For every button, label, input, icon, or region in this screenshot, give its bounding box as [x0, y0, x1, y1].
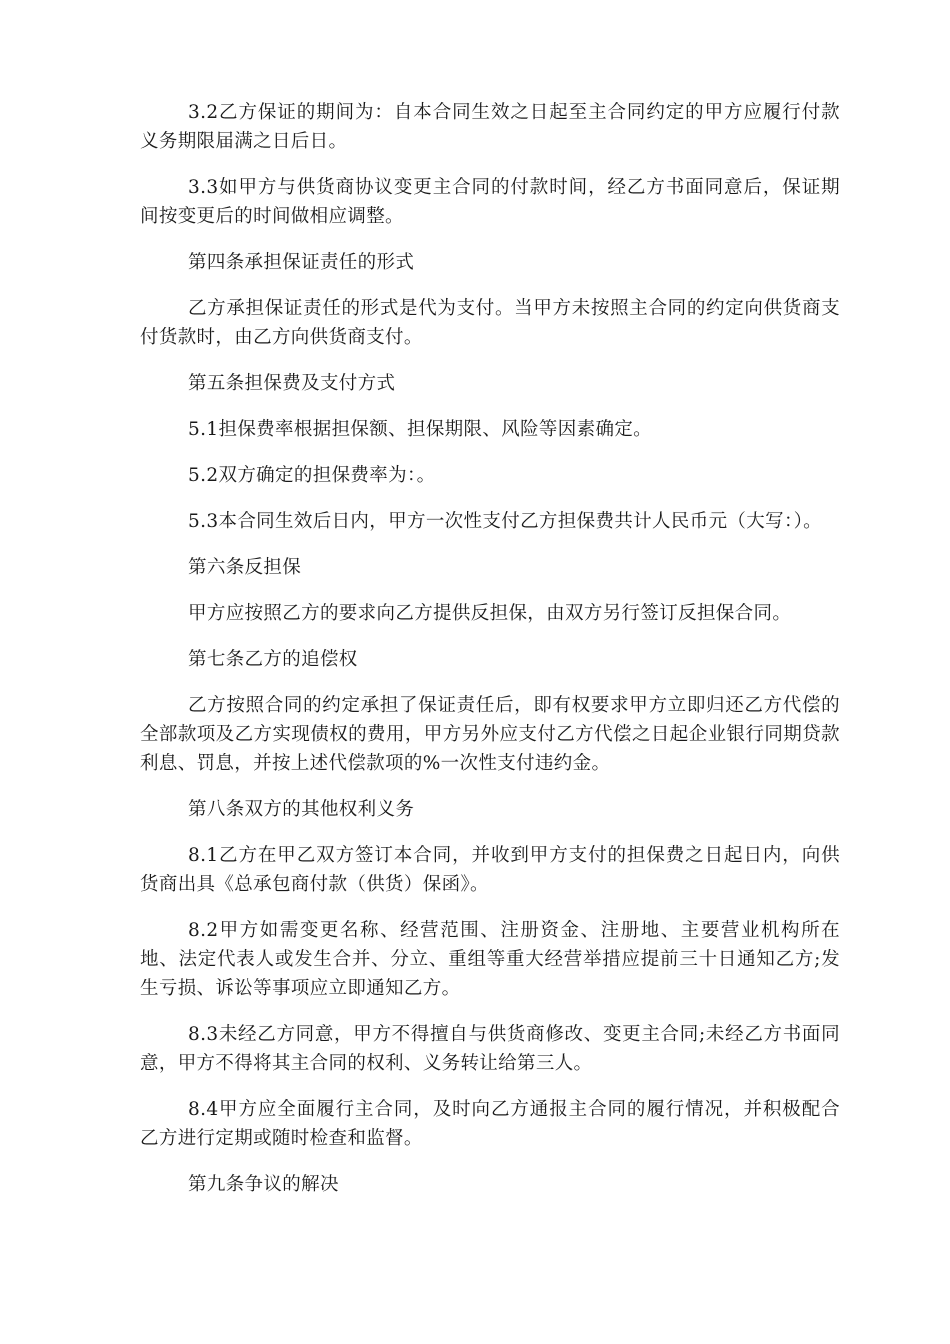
article-5-heading: 第五条担保费及支付方式: [188, 373, 396, 394]
article-9-heading: 第九条争议的解决: [188, 1174, 339, 1195]
clause-5-2: 5.2双方确定的担保费率为：。: [188, 465, 436, 486]
document-body: [140, 98, 840, 1216]
article-4-heading: 第四条承担保证责任的形式: [188, 252, 415, 273]
clause-8-2: 8.2甲方如需变更名称、经营范围、注册资金、注册地、主要营业机构所在地、法定代表人或发生合并、分立、重组等重大经营举措应提前三十日通知乙方;发生亏损、诉讼等事项应立即通知乙方。: [140, 920, 840, 999]
clause-8-4: 8.4甲方应全面履行主合同，及时向乙方通报主合同的履行情况，并积极配合乙方进行定期或随时检查和监督。: [140, 1099, 840, 1149]
article-7-heading: 第七条乙方的追偿权: [188, 649, 358, 670]
article-7-body: 乙方按照合同的约定承担了保证责任后，即有权要求甲方立即归还乙方代偿的全部款项及乙方实现债权的费用，甲方另外应支付乙方代偿之日起企业银行同期贷款利息、罚息，并按上述代偿款项的%一次性支付违约金。: [140, 695, 840, 774]
article-4-body: 乙方承担保证责任的形式是代为支付。当甲方未按照主合同的约定向供货商支付货款时，由乙方向供货商支付。: [140, 298, 840, 348]
article-6-body: 甲方应按照乙方的要求向乙方提供反担保，由双方另行签订反担保合同。: [188, 603, 792, 624]
clause-3-2: 3.2乙方保证的期间为：自本合同生效之日起至主合同约定的甲方应履行付款义务期限届满之日后日。: [140, 102, 840, 152]
clause-8-1: 8.1乙方在甲乙双方签订本合同，并收到甲方支付的担保费之日起日内，向供货商出具《总承包商付款（供货）保函》。: [140, 845, 840, 895]
clause-5-1: 5.1担保费率根据担保额、担保期限、风险等因素确定。: [188, 419, 653, 440]
clause-3-3: 3.3如甲方与供货商协议变更主合同的付款时间，经乙方书面同意后，保证期间按变更后的时间做相应调整。: [140, 177, 840, 227]
clause-8-3: 8.3未经乙方同意，甲方不得擅自与供货商修改、变更主合同;未经乙方书面同意，甲方不得将其主合同的权利、义务转让给第三人。: [140, 1024, 840, 1074]
article-6-heading: 第六条反担保: [188, 557, 302, 578]
clause-5-3: 5.3本合同生效后日内，甲方一次性支付乙方担保费共计人民币元（大写：）。: [188, 511, 823, 532]
article-8-heading: 第八条双方的其他权利义务: [188, 799, 415, 820]
